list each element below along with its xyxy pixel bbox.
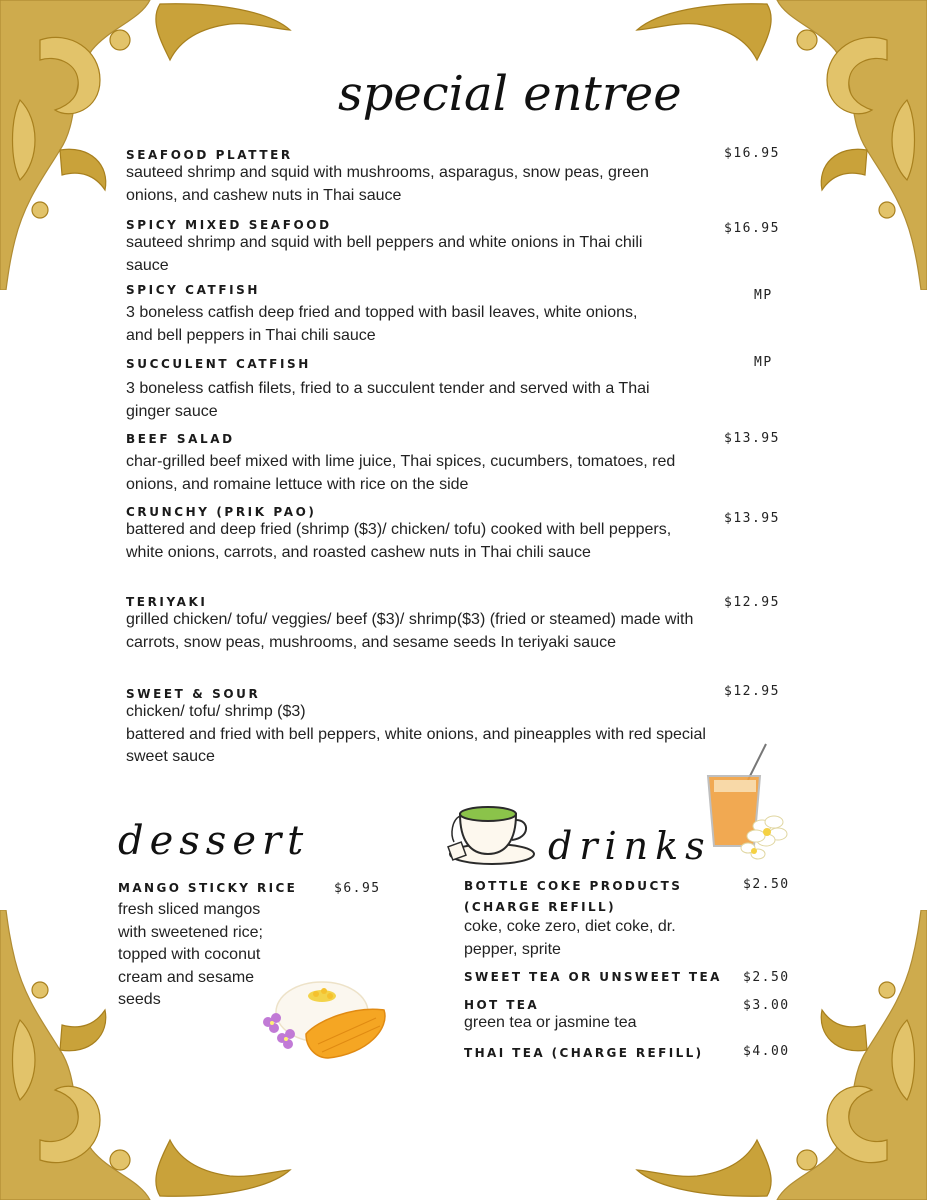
drink-item xyxy=(464,967,734,988)
entree-price: MP xyxy=(754,355,773,370)
entree-description: sauteed shrimp and squid with mushrooms, asparagus, snow peas, green onions, and cashew nuts in Thai sauce xyxy=(126,164,649,204)
drink-name: SWEET TEA OR UNSWEET TEA xyxy=(464,970,722,984)
entree-name: SPICY MIXED SEAFOOD xyxy=(126,218,332,232)
mango-sticky-rice-icon xyxy=(258,972,398,1067)
entree-item xyxy=(126,687,726,769)
drink-item xyxy=(464,995,734,1035)
special-entree-heading: special entree xyxy=(338,66,682,122)
entree-name: CRUNCHY (PRIK PAO) xyxy=(126,505,317,519)
entree-description: 3 boneless catfish deep fried and topped with basil leaves, white onions, and bell peppers in Thai chili sauce xyxy=(126,304,638,344)
drink-description: coke, coke zero, diet coke, dr. pepper, sprite xyxy=(464,918,676,958)
entree-name: TERIYAKI xyxy=(126,595,208,609)
tea-cup-icon xyxy=(446,800,538,868)
entree-price: MP xyxy=(754,288,773,303)
entree-item xyxy=(126,218,726,277)
entree-description: char-grilled beef mixed with lime juice, Thai spices, cucumbers, tomatoes, red onions, and romaine lettuce with rice on the side xyxy=(126,453,676,493)
entree-name: SEAFOOD PLATTER xyxy=(126,148,293,162)
entree-item xyxy=(126,357,726,423)
entree-price: $12.95 xyxy=(724,595,780,610)
drink-name: BOTTLE COKE PRODUCTS (CHARGE REFILL) xyxy=(464,879,683,914)
drink-name: HOT TEA xyxy=(464,998,540,1012)
drink-description: green tea or jasmine tea xyxy=(464,1014,637,1031)
entree-item xyxy=(126,148,726,207)
entree-description: battered and deep fried (shrimp ($3)/ chicken/ tofu) cooked with bell peppers, white onions, carrots, and roasted cashew nuts in Thai chili sauce xyxy=(126,521,672,561)
drink-price: $2.50 xyxy=(743,877,790,892)
entree-item xyxy=(126,283,726,347)
drink-price: $4.00 xyxy=(743,1044,790,1059)
entree-price: $16.95 xyxy=(724,146,780,161)
entree-name: SWEET & SOUR xyxy=(126,687,261,701)
drink-name: THAI TEA (CHARGE REFILL) xyxy=(464,1046,704,1060)
entree-description: battered and fried with bell peppers, white onions, and pineapples with red special sweet sauce xyxy=(126,725,706,765)
drink-item xyxy=(464,1043,734,1064)
thai-iced-tea-icon xyxy=(700,740,795,870)
drink-price: $3.00 xyxy=(743,998,790,1013)
entree-price: $13.95 xyxy=(724,511,780,526)
dessert-price: $6.95 xyxy=(334,881,381,896)
drink-price: $2.50 xyxy=(743,970,790,985)
entree-name: SPICY CATFISH xyxy=(126,283,261,297)
entree-subtitle: chicken/ tofu/ shrimp ($3) xyxy=(126,703,306,720)
dessert-heading: dessert xyxy=(118,818,310,864)
entree-description: sauteed shrimp and squid with bell peppers and white onions in Thai chili sauce xyxy=(126,234,643,274)
entree-name: SUCCULENT CATFISH xyxy=(126,357,311,371)
drink-item xyxy=(464,876,734,961)
entree-description: 3 boneless catfish filets, fried to a succulent tender and served with a Thai ginger sauce xyxy=(126,380,650,420)
entree-price: $16.95 xyxy=(724,221,780,236)
entree-item xyxy=(126,432,726,496)
entree-description: grilled chicken/ tofu/ veggies/ beef ($3)/ shrimp($3) (fried or steamed) made with carrots, snow peas, mushrooms, and sesame seeds In teriyaki sauce xyxy=(126,611,694,651)
entree-price: $13.95 xyxy=(724,431,780,446)
dessert-description: fresh sliced mangos with sweetened rice; topped with coconut cream and sesame seeds xyxy=(118,901,263,1008)
drinks-heading: drinks xyxy=(548,824,712,868)
entree-name: BEEF SALAD xyxy=(126,432,235,446)
entree-price: $12.95 xyxy=(724,684,780,699)
entree-item xyxy=(126,505,726,564)
entree-item xyxy=(126,595,726,654)
dessert-name: MANGO STICKY RICE xyxy=(118,881,298,895)
